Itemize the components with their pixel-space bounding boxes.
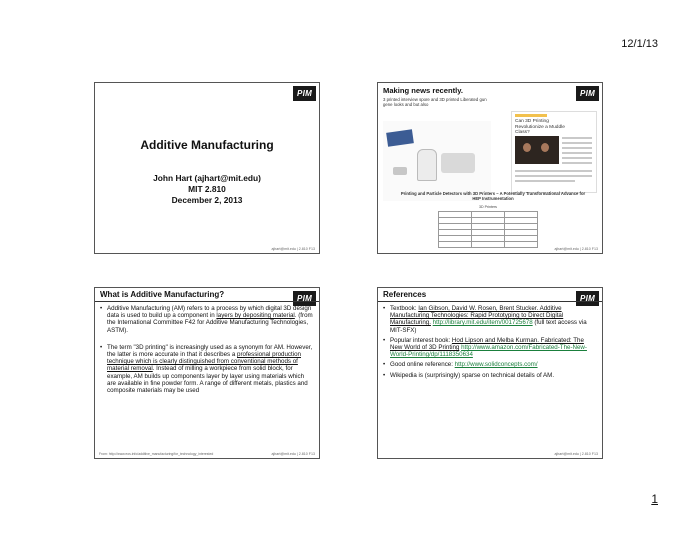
book-link[interactable]: http://www.amazon.com/Fabricated-The-New-World-Printing/dp/1118350634 xyxy=(390,344,587,359)
bullet-list xyxy=(383,305,597,382)
textbook-link[interactable]: http://library.mit.edu/item/001725678 xyxy=(432,319,533,327)
pim-logo: PIM xyxy=(293,86,316,101)
news-article-clipping xyxy=(511,111,597,193)
pim-logo: PIM xyxy=(293,291,316,306)
date-line: December 2, 2013 xyxy=(171,195,243,205)
reference-online: • Good online reference: http://www.solidconcepts.com/ xyxy=(383,361,597,368)
slide-news xyxy=(377,82,603,254)
slide-subtitle: 3 printed interview spore and 3D printed Liberated gun gene looks and but also xyxy=(383,97,487,108)
pim-logo: PIM xyxy=(576,291,599,306)
bullet-3d-printing: • The term "3D printing" is increasingly used as a synonym for AM. However, the latter is more accurate in that it describes a professional production technique which is clearly distinguished from conventional methods of material removal. Instead of milling a workpiece from solid block, for example, AM builds up components layer by layer using materials which are available in fine powder form. A range of different metals, plastics and composite materials may be used xyxy=(100,344,314,394)
comparison-table xyxy=(438,211,538,248)
course-line: MIT 2.810 xyxy=(188,184,226,194)
page-number: 1 xyxy=(651,492,658,506)
source-link[interactable]: From: http://www.eos.info/additive_manufacturing/for_technology_interested xyxy=(99,452,214,456)
figure-caption: Printing and Particle Detectors with 3D Printers – A Potentially Transformational Advance for HEP Instrumentation xyxy=(400,191,586,201)
pim-logo: PIM xyxy=(576,86,599,101)
page-date: 12/1/13 xyxy=(621,38,658,50)
slide-title-heading: Additive Manufacturing xyxy=(140,138,274,152)
table-title: 3D Printers xyxy=(479,205,497,209)
bullet-definition: • Additive Manufacturing (AM) refers to a process by which digital 3D design data is used to build up a component in layers by depositing material. (from the International Committee F42 for Additive Manufacturing Technologies, ASTM). xyxy=(100,305,314,334)
slide-footer: ajhart@mit.edu | 2.810 F13 xyxy=(271,452,315,456)
slide-footer: ajhart@mit.edu | 2.810 F13 xyxy=(271,247,315,251)
slide-heading: What is Additive Manufacturing? xyxy=(100,290,225,299)
article-headline: Can 3D Printing Revolutionize a Muddle Class? xyxy=(515,119,565,135)
article-photo xyxy=(515,136,559,164)
reference-book: • Popular interest book: Hod Lipson and Melba Kurman. Fabricated: The New World of 3D Printing http://www.amazon.com/Fabricated-The-New-World-Printing/dp/1118350634 xyxy=(383,337,597,359)
slide-references xyxy=(377,287,603,459)
bullet-list xyxy=(100,305,314,397)
slide-footer: ajhart@mit.edu | 2.810 F13 xyxy=(554,247,598,251)
slide-heading: Making news recently. xyxy=(383,86,464,95)
slide-what-is-am xyxy=(94,287,320,459)
slide-title xyxy=(94,82,320,254)
reference-wikipedia: • Wikipedia is (surprisingly) sparse on technical details of AM. xyxy=(383,372,597,379)
printed-parts-photo xyxy=(383,121,491,201)
slide-heading: References xyxy=(383,290,427,299)
online-reference-link[interactable]: http://www.solidconcepts.com/ xyxy=(454,361,538,369)
author-line: John Hart (ajhart@mit.edu) xyxy=(153,173,261,183)
reference-textbook: • Textbook: Ian Gibson, David W. Rosen, Brent Stucker. Additive Manufacturing Technologies: Rapid Prototyping to Direct Digital Manufacturing. http://library.mit.edu/item/001725678 (full text access via MIT-SFX) xyxy=(383,305,597,334)
slide-footer: ajhart@mit.edu | 2.810 F13 xyxy=(554,452,598,456)
